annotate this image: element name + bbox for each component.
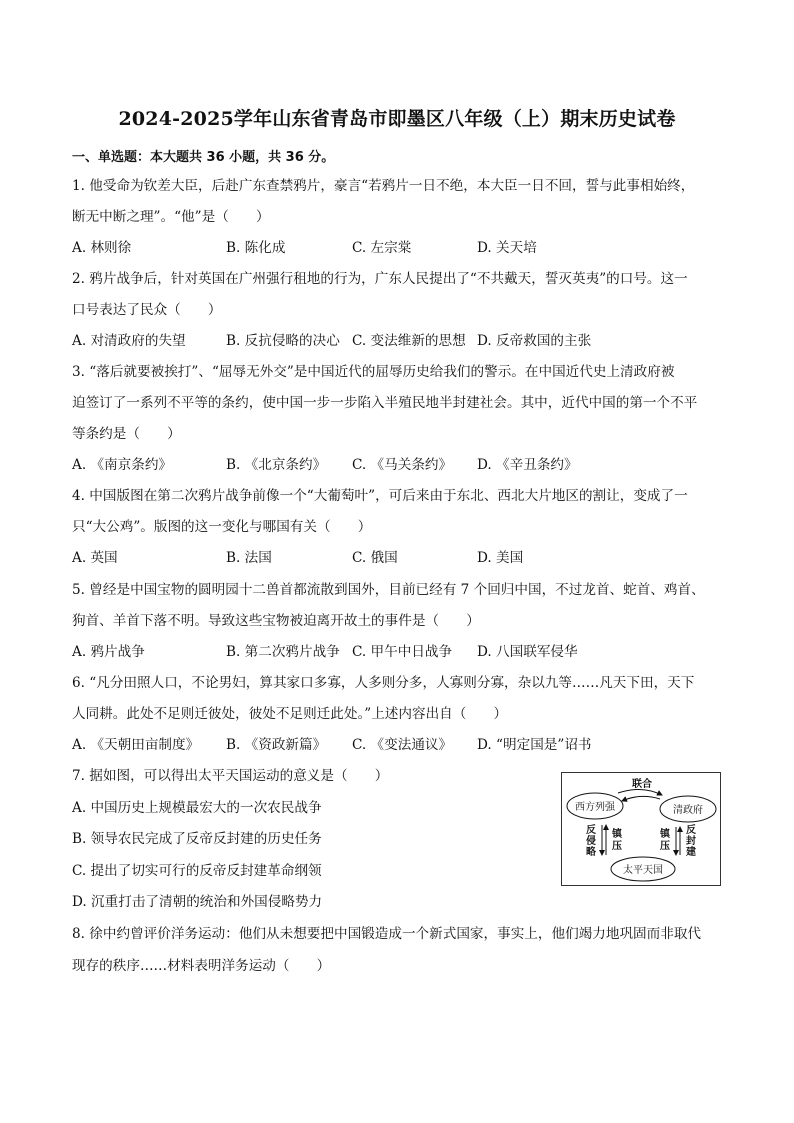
- option-c[interactable]: C. 《马关条约》: [352, 457, 453, 473]
- option-b[interactable]: B. 《北京条约》: [226, 457, 327, 473]
- question-2-line-2: 口号表达了民众（ ）: [72, 302, 222, 318]
- question-1-line-2: 断无中断之理”。“他”是（ ）: [72, 209, 270, 225]
- label-anti-feudal-2: 封: [686, 836, 696, 847]
- option-a[interactable]: A. 鸦片战争: [72, 644, 145, 660]
- label-anti-feudal: [686, 823, 699, 858]
- label-anti-aggression: [586, 823, 599, 858]
- label-alliance: 联合: [632, 779, 652, 790]
- option-d[interactable]: D. 美国: [477, 550, 524, 566]
- label-anti-aggression-1: 反: [586, 825, 596, 836]
- option-c[interactable]: C. 俄国: [352, 550, 398, 566]
- option-d[interactable]: D. “明定国是”诏书: [477, 737, 592, 753]
- option-c[interactable]: C. 《变法通议》: [352, 737, 453, 753]
- option-b[interactable]: B. 法国: [226, 550, 272, 566]
- arrow-alliance-left: [622, 796, 660, 801]
- option-d[interactable]: D. 沉重打击了清朝的统治和外国侵略势力: [72, 894, 323, 910]
- option-d[interactable]: D. 反帝救国的主张: [477, 333, 592, 349]
- option-d[interactable]: D. 《辛丑条约》: [477, 457, 578, 473]
- question-8-line-2: 现存的秩序……材料表明洋务运动（ ）: [72, 958, 331, 974]
- label-suppress-right-1: 镇: [660, 829, 670, 840]
- option-a[interactable]: A. 英国: [72, 550, 118, 566]
- label-suppress-right-2: 压: [660, 841, 670, 852]
- option-c[interactable]: C. 左宗棠: [352, 240, 412, 256]
- question-2-line-1: 2. 鸦片战争后，针对英国在广州强行租地的行为，广东人民提出了“不共戴天，誓灭英夷”的口号。这一: [72, 271, 688, 287]
- question-6-line-2: 人同耕。此处不足则迁彼处，彼处不足则迁此处。”上述内容出自（ ）: [72, 706, 508, 722]
- question-3-line-2: 迫签订了一系列不平等的条约，使中国一步一步陷入半殖民地半封建社会。其中，近代中国的第一个不平: [72, 395, 698, 411]
- option-a[interactable]: A. 《南京条约》: [72, 457, 173, 473]
- page-title: 2024-2025学年山东省青岛市即墨区八年级（上）期末历史试卷: [118, 108, 676, 130]
- question-3-line-3: 等条约是（ ）: [72, 426, 181, 442]
- label-anti-aggression-3: 略: [586, 847, 596, 858]
- question-5-line-1: 5. 曾经是中国宝物的圆明园十二兽首都流散到国外，目前已经有 7 个回归中国，不过龙首、蛇首、鸡首、: [72, 582, 705, 598]
- option-a[interactable]: A. 中国历史上规模最宏大的一次农民战争: [72, 800, 322, 816]
- option-d[interactable]: D. 关天培: [477, 240, 537, 256]
- question-4-line-1: 4. 中国版图在第二次鸦片战争前像一个“大葡萄叶”，可后来由于东北、西北大片地区的割让，变成了一: [72, 488, 688, 504]
- label-anti-feudal-1: 反: [686, 825, 696, 836]
- option-a[interactable]: A. 林则徐: [72, 240, 132, 256]
- option-c[interactable]: C. 甲午中日战争: [352, 644, 453, 660]
- section-heading: 一、单选题：本大题共 36 小题，共 36 分。: [72, 150, 335, 165]
- option-b[interactable]: B. 陈化成: [226, 240, 286, 256]
- node-western-powers-label: 西方列强: [575, 802, 615, 813]
- label-suppress-left-2: 压: [612, 841, 622, 852]
- node-qing-government-label: 清政府: [673, 805, 703, 816]
- option-c[interactable]: C. 提出了切实可行的反帝反封建革命纲领: [72, 863, 322, 879]
- question-6-line-1: 6. “凡分田照人口，不论男妇，算其家口多寡，人多则分多，人寡则分寡，杂以九等……凡天下田，天下: [72, 675, 695, 691]
- question-5-line-2: 狗首、羊首下落不明。导致这些宝物被迫离开故土的事件是（ ）: [72, 613, 480, 629]
- question-1-line-1: 1. 他受命为钦差大臣，后赴广东查禁鸦片，豪言“若鸦片一日不绝，本大臣一日不回，誓与此事相始终，: [72, 178, 695, 194]
- diagram-svg: [562, 773, 722, 887]
- option-a[interactable]: A. 《天朝田亩制度》: [72, 737, 200, 753]
- arrow-alliance-right: [618, 789, 662, 795]
- question-4-line-2: 只“大公鸡”。版图的这一变化与哪国有关（ ）: [72, 519, 372, 535]
- taiping-relationship-diagram: [561, 772, 721, 886]
- label-suppress-left-1: 镇: [612, 829, 622, 840]
- label-suppress-left: [611, 827, 625, 852]
- node-taiping-label: 太平天国: [623, 865, 663, 876]
- option-c[interactable]: C. 变法维新的思想: [352, 333, 466, 349]
- option-b[interactable]: B. 第二次鸦片战争: [226, 644, 340, 660]
- option-a[interactable]: A. 对清政府的失望: [72, 333, 186, 349]
- question-3-line-1: 3. “落后就要被挨打”、“屈辱无外交”是中国近代的屈辱历史给我们的警示。在中国近代史上清政府被: [72, 364, 675, 380]
- option-d[interactable]: D. 八国联军侵华: [477, 644, 578, 660]
- question-8-line-1: 8. 徐中约曾评价洋务运动：他们从未想要把中国锻造成一个新式国家，事实上，他们竭力地巩固而非取代: [72, 926, 702, 942]
- label-anti-feudal-3: 建: [686, 847, 696, 858]
- question-7-line-1: 7. 据如图，可以得出太平天国运动的意义是（ ）: [72, 768, 389, 784]
- option-b[interactable]: B. 《资政新篇》: [226, 737, 327, 753]
- option-b[interactable]: B. 领导农民完成了反帝反封建的历史任务: [72, 831, 322, 847]
- option-b[interactable]: B. 反抗侵略的决心: [226, 333, 340, 349]
- label-anti-aggression-2: 侵: [586, 836, 596, 847]
- label-suppress-right: [659, 827, 673, 852]
